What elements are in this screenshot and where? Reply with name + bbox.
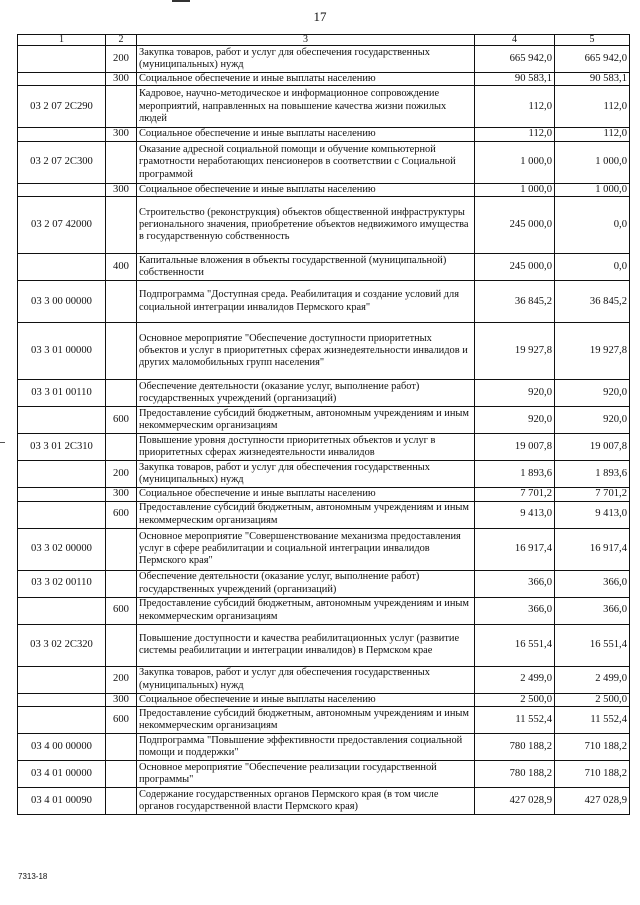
row-value-year2: 366,0: [555, 570, 630, 597]
row-expense-type: 200: [106, 666, 137, 693]
row-name: Социальное обеспечение и иные выплаты населению: [137, 693, 475, 706]
row-value-year1: 780 188,2: [475, 734, 555, 761]
row-expense-type: 300: [106, 128, 137, 141]
table-body: [18, 46, 630, 815]
row-expense-type: [106, 380, 137, 407]
row-value-year1: 920,0: [475, 380, 555, 407]
table-row: [18, 46, 630, 73]
row-expense-type: 600: [106, 597, 137, 624]
row-expense-type: 200: [106, 46, 137, 73]
row-name: Обеспечение деятельности (оказание услуг, выполнение работ) государственных учреждений (организаций): [137, 570, 475, 597]
row-value-year1: 2 500,0: [475, 693, 555, 706]
row-name: Повышение уровня доступности приоритетных объектов и услуг в приоритетных сферах жизнедеятельности инвалидов: [137, 434, 475, 461]
row-name: Социальное обеспечение и иные выплаты населению: [137, 488, 475, 501]
row-value-year1: 36 845,2: [475, 281, 555, 323]
row-code: 03 3 01 00000: [18, 323, 106, 380]
row-value-year2: 1 000,0: [555, 141, 630, 183]
row-expense-type: 600: [106, 707, 137, 734]
row-expense-type: 300: [106, 488, 137, 501]
row-name: Социальное обеспечение и иные выплаты населению: [137, 183, 475, 196]
row-name: Социальное обеспечение и иные выплаты населению: [137, 128, 475, 141]
row-value-year2: 710 188,2: [555, 734, 630, 761]
row-expense-type: 300: [106, 693, 137, 706]
row-code: [18, 666, 106, 693]
row-expense-type: [106, 528, 137, 570]
row-value-year2: 11 552,4: [555, 707, 630, 734]
row-value-year1: 16 917,4: [475, 528, 555, 570]
row-value-year2: 9 413,0: [555, 501, 630, 528]
row-expense-type: [106, 281, 137, 323]
header-col-4: 4: [475, 35, 555, 46]
row-code: [18, 183, 106, 196]
row-name: Закупка товаров, работ и услуг для обеспечения государственных (муниципальных) нужд: [137, 461, 475, 488]
row-name: Социальное обеспечение и иные выплаты населению: [137, 73, 475, 86]
row-code: 03 2 07 42000: [18, 197, 106, 254]
row-value-year1: 366,0: [475, 570, 555, 597]
row-name: Подпрограмма "Доступная среда. Реабилитация и создание условий для социальной интеграции инвалидов Пермского края": [137, 281, 475, 323]
row-name: Предоставление субсидий бюджетным, автономным учреждениям и иным некоммерческим организациям: [137, 707, 475, 734]
row-value-year1: 112,0: [475, 86, 555, 128]
row-value-year2: 1 893,6: [555, 461, 630, 488]
row-code: 03 4 01 00090: [18, 788, 106, 815]
scan-artifact-mark: [172, 0, 190, 2]
table-row: [18, 86, 630, 128]
row-expense-type: 600: [106, 501, 137, 528]
row-expense-type: [106, 141, 137, 183]
budget-table: [17, 34, 630, 815]
row-name: Основное мероприятие "Обеспечение реализации государственной программы": [137, 761, 475, 788]
row-value-year1: 1 000,0: [475, 183, 555, 196]
row-name: Подпрограмма "Повышение эффективности предоставления социальной помощи и поддержки": [137, 734, 475, 761]
row-name: Основное мероприятие "Обеспечение доступности приоритетных объектов и услуг в приоритетных сферах жизнедеятельности инвалидов и других маломобильных групп населения": [137, 323, 475, 380]
table-row: [18, 183, 630, 196]
row-name: Закупка товаров, работ и услуг для обеспечения государственных (муниципальных) нужд: [137, 46, 475, 73]
row-code: [18, 501, 106, 528]
row-code: [18, 693, 106, 706]
row-value-year1: 1 000,0: [475, 141, 555, 183]
row-value-year2: 366,0: [555, 597, 630, 624]
table-row: [18, 693, 630, 706]
row-value-year2: 19 927,8: [555, 323, 630, 380]
table-row: [18, 434, 630, 461]
row-code: [18, 707, 106, 734]
row-name: Предоставление субсидий бюджетным, автономным учреждениям и иным некоммерческим организациям: [137, 407, 475, 434]
row-name: Обеспечение деятельности (оказание услуг, выполнение работ) государственных учреждений (организаций): [137, 380, 475, 407]
row-value-year2: 112,0: [555, 128, 630, 141]
header-col-5: 5: [555, 35, 630, 46]
row-value-year2: 427 028,9: [555, 788, 630, 815]
row-code: [18, 461, 106, 488]
row-value-year2: 1 000,0: [555, 183, 630, 196]
table-row: [18, 407, 630, 434]
table-row: [18, 128, 630, 141]
table-row: [18, 197, 630, 254]
row-code: [18, 254, 106, 281]
row-code: 03 3 02 2С320: [18, 624, 106, 666]
header-col-1: 1: [18, 35, 106, 46]
table-row: [18, 597, 630, 624]
row-name: Предоставление субсидий бюджетным, автономным учреждениям и иным некоммерческим организациям: [137, 597, 475, 624]
table-row: [18, 666, 630, 693]
row-code: 03 4 00 00000: [18, 734, 106, 761]
row-value-year1: 780 188,2: [475, 761, 555, 788]
row-value-year1: 112,0: [475, 128, 555, 141]
row-value-year2: 7 701,2: [555, 488, 630, 501]
row-expense-type: 400: [106, 254, 137, 281]
table-row: [18, 281, 630, 323]
row-value-year1: 19 007,8: [475, 434, 555, 461]
row-value-year2: 16 551,4: [555, 624, 630, 666]
table-row: [18, 488, 630, 501]
row-value-year2: 920,0: [555, 407, 630, 434]
table-row: [18, 788, 630, 815]
row-expense-type: [106, 197, 137, 254]
row-expense-type: [106, 624, 137, 666]
row-expense-type: [106, 570, 137, 597]
row-value-year1: 7 701,2: [475, 488, 555, 501]
row-name: Предоставление субсидий бюджетным, автономным учреждениям и иным некоммерческим организациям: [137, 501, 475, 528]
row-name: Основное мероприятие "Совершенствование механизма предоставления услуг в сфере реабилитации и социальной интеграции инвалидов Пермского края": [137, 528, 475, 570]
row-code: [18, 488, 106, 501]
row-name: Строительство (реконструкция) объектов общественной инфраструктуры регионального значения, приобретение объектов недвижимого имущества в государственную собственность: [137, 197, 475, 254]
table-row: [18, 528, 630, 570]
row-value-year2: 665 942,0: [555, 46, 630, 73]
row-value-year2: 19 007,8: [555, 434, 630, 461]
row-value-year2: 2 499,0: [555, 666, 630, 693]
row-value-year1: 920,0: [475, 407, 555, 434]
table-row: [18, 323, 630, 380]
row-name: Кадровое, научно-методическое и информационное сопровождение мероприятий, направленных на повышение качества жизни пожилых людей: [137, 86, 475, 128]
row-code: [18, 73, 106, 86]
row-value-year1: 1 893,6: [475, 461, 555, 488]
row-value-year1: 2 499,0: [475, 666, 555, 693]
row-code: [18, 46, 106, 73]
row-code: 03 3 01 00110: [18, 380, 106, 407]
row-code: 03 3 02 00000: [18, 528, 106, 570]
row-value-year1: 16 551,4: [475, 624, 555, 666]
row-value-year1: 427 028,9: [475, 788, 555, 815]
row-code: 03 2 07 2С290: [18, 86, 106, 128]
row-expense-type: 600: [106, 407, 137, 434]
row-value-year1: 9 413,0: [475, 501, 555, 528]
row-value-year2: 90 583,1: [555, 73, 630, 86]
table-row: [18, 570, 630, 597]
header-row: [18, 35, 630, 46]
row-expense-type: 300: [106, 183, 137, 196]
row-code: 03 2 07 2С300: [18, 141, 106, 183]
row-value-year1: 245 000,0: [475, 254, 555, 281]
row-value-year2: 710 188,2: [555, 761, 630, 788]
table-row: [18, 254, 630, 281]
row-expense-type: [106, 788, 137, 815]
row-value-year2: 112,0: [555, 86, 630, 128]
row-value-year1: 366,0: [475, 597, 555, 624]
row-name: Оказание адресной социальной помощи и обучение компьютерной грамотности неработающих пенсионеров в соответствии с Социальной программой: [137, 141, 475, 183]
header-col-2: 2: [106, 35, 137, 46]
row-code: 03 3 01 2С310: [18, 434, 106, 461]
row-code: 03 3 02 00110: [18, 570, 106, 597]
row-value-year1: 665 942,0: [475, 46, 555, 73]
row-value-year1: 245 000,0: [475, 197, 555, 254]
table-row: [18, 73, 630, 86]
table-row: [18, 761, 630, 788]
table-row: [18, 624, 630, 666]
row-name: Капитальные вложения в объекты государственной (муниципальной) собственности: [137, 254, 475, 281]
row-name: Закупка товаров, работ и услуг для обеспечения государственных (муниципальных) нужд: [137, 666, 475, 693]
row-code: 03 4 01 00000: [18, 761, 106, 788]
row-value-year2: 16 917,4: [555, 528, 630, 570]
row-expense-type: [106, 734, 137, 761]
row-value-year1: 11 552,4: [475, 707, 555, 734]
row-expense-type: 300: [106, 73, 137, 86]
row-expense-type: 200: [106, 461, 137, 488]
row-expense-type: [106, 434, 137, 461]
row-code: [18, 597, 106, 624]
table-row: [18, 707, 630, 734]
table-row: [18, 461, 630, 488]
margin-tick: [0, 442, 5, 443]
row-value-year2: 2 500,0: [555, 693, 630, 706]
footer-code: 7313-18: [18, 872, 48, 881]
row-expense-type: [106, 86, 137, 128]
row-value-year1: 90 583,1: [475, 73, 555, 86]
row-code: 03 3 00 00000: [18, 281, 106, 323]
row-name: Повышение доступности и качества реабилитационных услуг (развитие системы реабилитации и интеграции инвалидов) в Пермском крае: [137, 624, 475, 666]
row-value-year2: 920,0: [555, 380, 630, 407]
row-value-year2: 36 845,2: [555, 281, 630, 323]
page-number: 17: [313, 9, 327, 24]
table-row: [18, 734, 630, 761]
table-row: [18, 380, 630, 407]
row-code: [18, 407, 106, 434]
row-value-year2: 0,0: [555, 197, 630, 254]
row-expense-type: [106, 761, 137, 788]
row-value-year2: 0,0: [555, 254, 630, 281]
row-code: [18, 128, 106, 141]
row-value-year1: 19 927,8: [475, 323, 555, 380]
row-expense-type: [106, 323, 137, 380]
table-row: [18, 141, 630, 183]
table-row: [18, 501, 630, 528]
header-col-3: 3: [137, 35, 475, 46]
row-name: Содержание государственных органов Пермского края (в том числе органов государственной власти Пермского края): [137, 788, 475, 815]
